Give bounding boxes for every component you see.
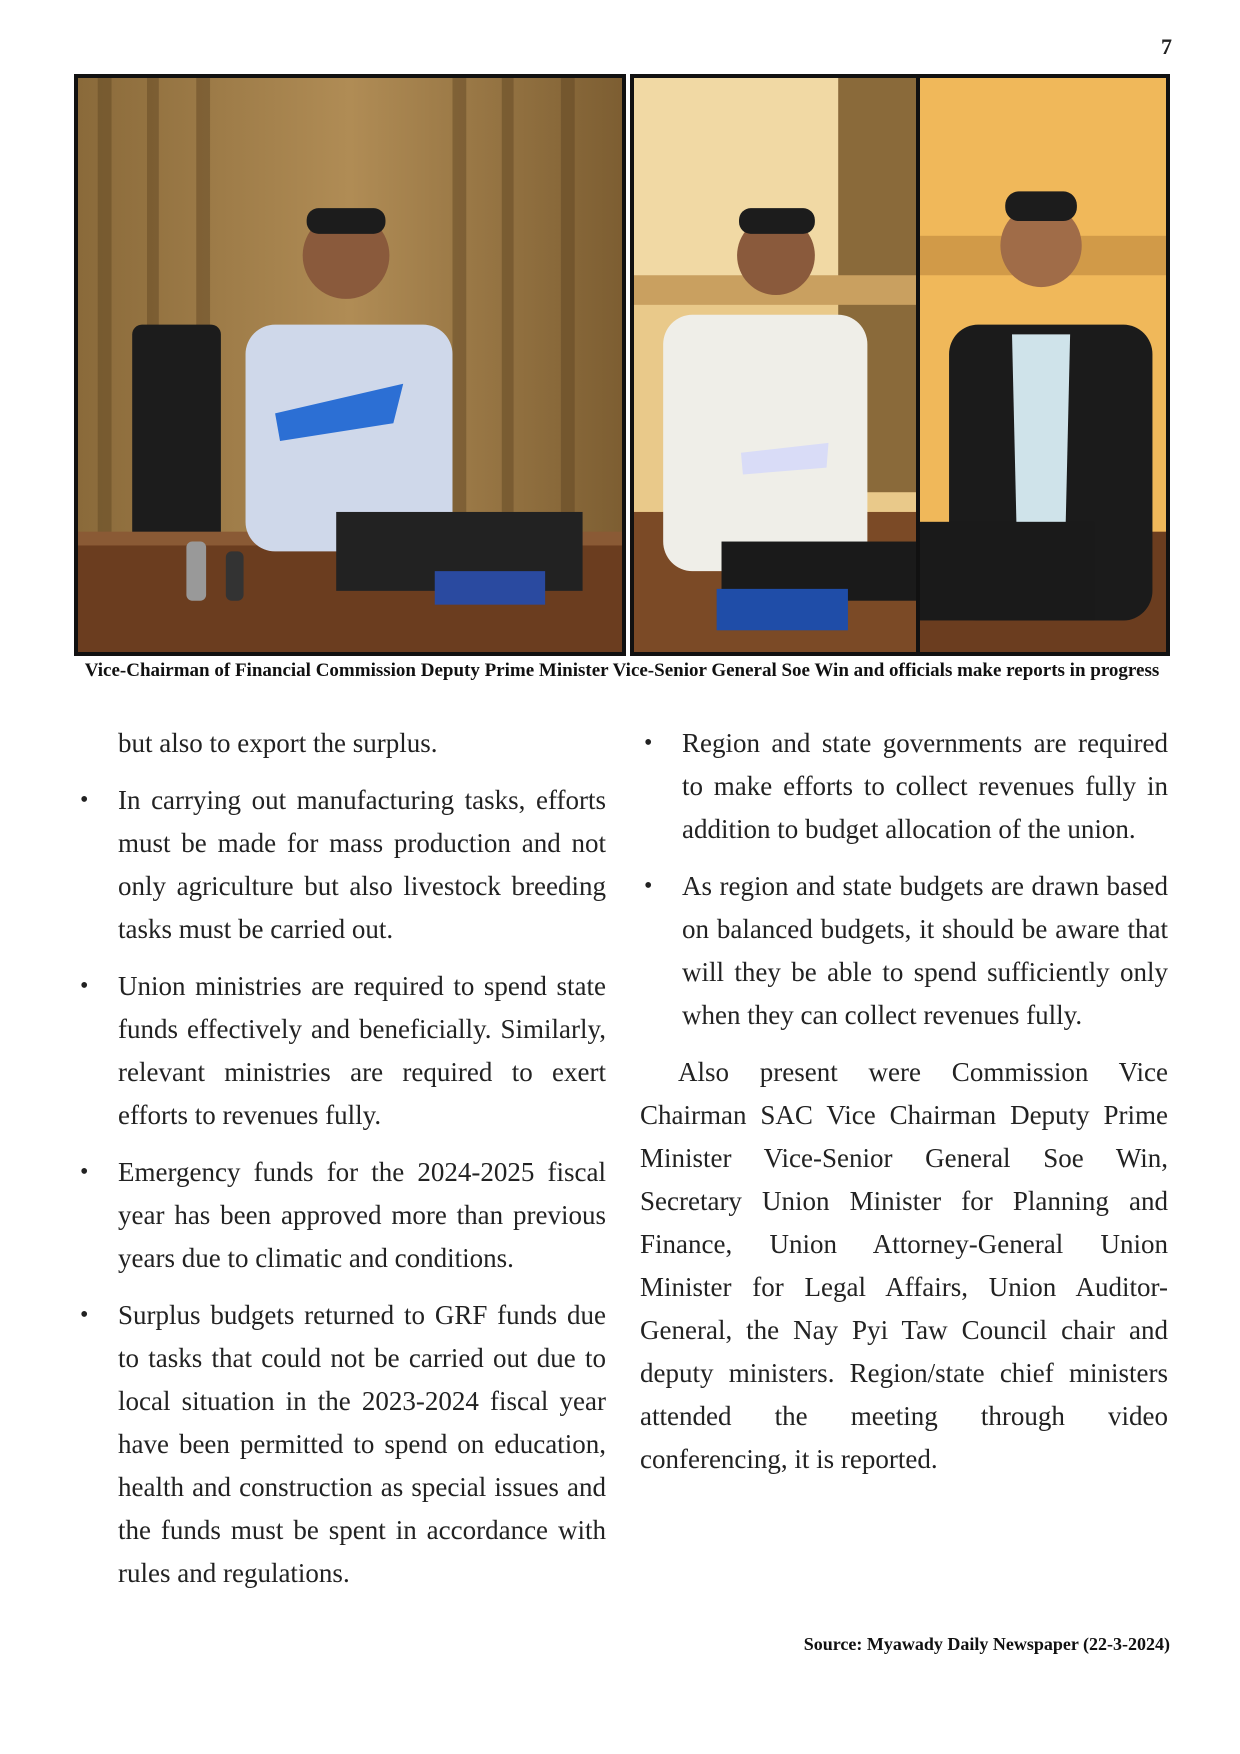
list-item-text: Emergency funds for the 2024-2025 fiscal year has been approved more than previous years due to climatic and conditions. <box>118 1157 606 1273</box>
list-item <box>76 965 606 1137</box>
bullet-icon: • <box>80 787 89 813</box>
bullet-icon: • <box>80 1159 89 1185</box>
attendance-paragraph: Also present were Commission Vice Chairman SAC Vice Chairman Deputy Prime Minister Vice-Senior General Soe Win, Secretary Union Minister for Planning and Finance, Union Attorney-General Union Minister for Legal Affairs, Union Auditor-General, the Nay Pyi Taw Council chair and deputy ministers. Region/state chief ministers attended the meeting through video conferencing, it is reported. <box>640 1057 1168 1474</box>
right-column <box>640 722 1168 1481</box>
list-item <box>640 865 1168 1037</box>
continuation-text: but also to export the surplus. <box>118 728 438 758</box>
bullet-icon: • <box>644 873 653 899</box>
list-item <box>76 1151 606 1280</box>
list-item-text: In carrying out manufacturing tasks, efforts must be made for mass production and not only agriculture but also livestock breeding tasks must be carried out. <box>118 785 606 944</box>
list-item-text: Region and state governments are required to make efforts to collect revenues fully in addition to budget allocation of the union. <box>682 728 1168 844</box>
page-number: 7 <box>1161 34 1172 59</box>
left-column <box>76 722 606 1595</box>
bullet-icon: • <box>80 973 89 999</box>
list-item <box>76 779 606 951</box>
photo-caption: Vice-Chairman of Financial Commission Deputy Prime Minister Vice-Senior General Soe Win and officials make reports in progress <box>84 660 1160 681</box>
list-item-text: Union ministries are required to spend state funds effectively and beneficially. Similarly, relevant ministries are required to exert efforts to revenues fully. <box>118 971 606 1130</box>
source-credit: Source: Myawady Daily Newspaper (22-3-2024) <box>803 1634 1170 1654</box>
photo-official-reading-papers <box>630 74 920 656</box>
list-item-text: As region and state budgets are drawn based on balanced budgets, it should be aware that will they be able to spend sufficiently only when they can collect revenues fully. <box>682 871 1168 1030</box>
list-item-text: Surplus budgets returned to GRF funds due to tasks that could not be carried out due to local situation in the 2023-2024 fiscal year have been permitted to spend on education, health and construction as special issues and the funds must be spent in accordance with rules and regulations. <box>118 1300 606 1588</box>
bullet-icon: • <box>644 730 653 756</box>
photo-official-reading-report <box>74 74 626 656</box>
photo-woman-official-speaking <box>916 74 1170 656</box>
list-item <box>640 722 1168 851</box>
bullet-icon: • <box>80 1302 89 1328</box>
list-item <box>76 1294 606 1595</box>
